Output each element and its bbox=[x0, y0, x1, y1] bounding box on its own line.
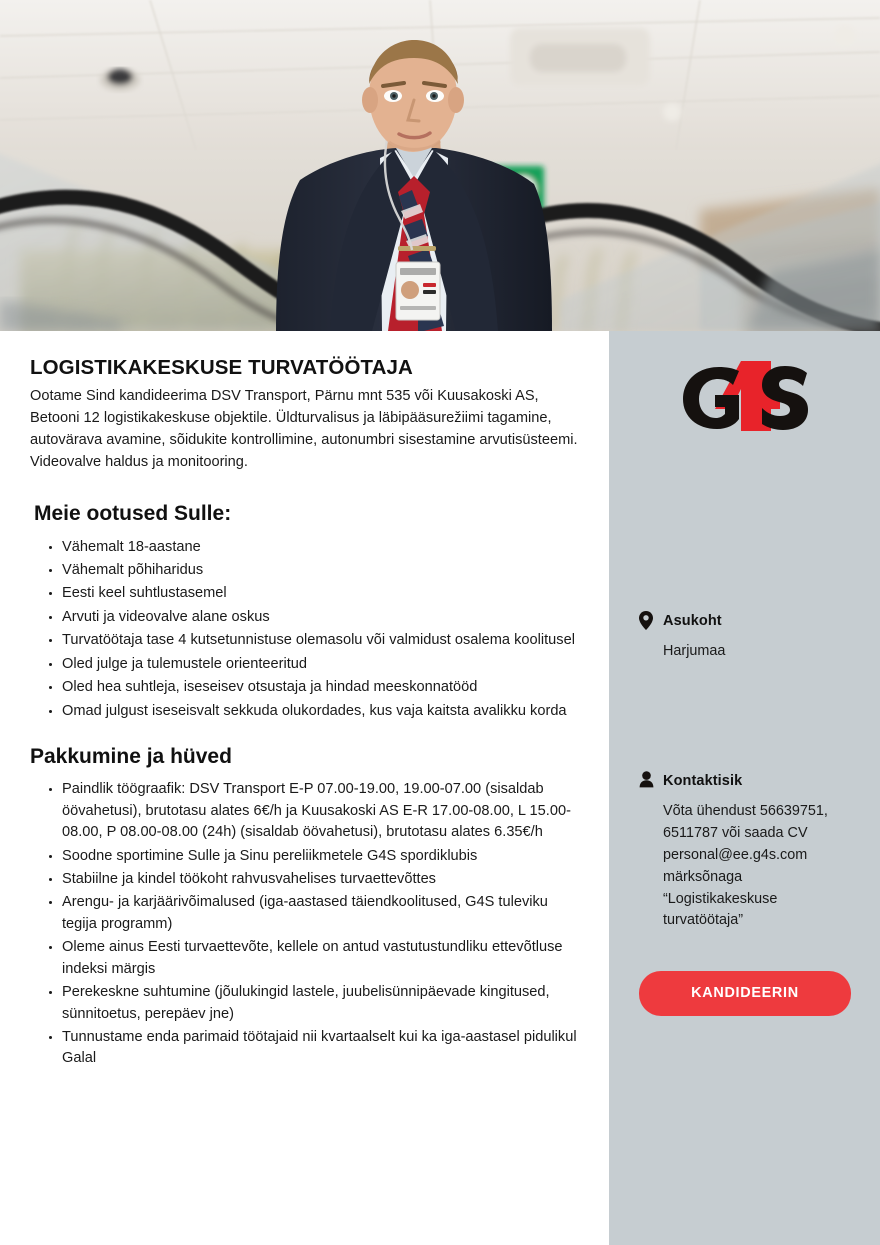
list-item: Vähemalt põhiharidus bbox=[62, 560, 579, 581]
location-header bbox=[639, 611, 854, 630]
location-value: Harjumaa bbox=[663, 643, 726, 659]
location-title: Asukoht bbox=[663, 612, 722, 629]
offer-heading: Pakkumine ja hüved bbox=[30, 745, 232, 768]
contact-header bbox=[639, 771, 854, 790]
contact-value: Võta ühendust 56639751, 6511787 või saada CV personal@ee.g4s.com märksõnaga “Logistikakeskuse turvatöötaja” bbox=[663, 803, 828, 929]
list-item: Stabiilne ja kindel töökoht rahvusvahelises turvaettevõttes bbox=[62, 869, 579, 890]
list-item: Arengu- ja karjäärivõimalused (iga-aastased täiendkoolitused, G4S tuleviku tegija programm) bbox=[62, 892, 579, 935]
apply-button[interactable]: KANDIDEERIN bbox=[639, 971, 851, 1016]
list-item: Oled hea suhtleja, iseseisev otsustaja ja hindad meeskonnatööd bbox=[62, 677, 579, 698]
expectations-heading: Meie ootused Sulle: bbox=[34, 502, 232, 526]
hero-illustration bbox=[0, 0, 880, 331]
sidebar bbox=[609, 331, 880, 1245]
list-item: Arvuti ja videovalve alane oskus bbox=[62, 607, 579, 628]
person-icon bbox=[639, 771, 654, 790]
contact-block bbox=[639, 771, 854, 932]
page-title: LOGISTIKAKESKUSE TURVATÖÖTAJA bbox=[30, 356, 413, 379]
list-item: Turvatöötaja tase 4 kutsetunnistuse olemasolu või valmidust osalema koolitusel bbox=[62, 630, 579, 651]
offer-list bbox=[30, 779, 579, 1070]
job-content bbox=[0, 331, 609, 1072]
g4s-logo-mark bbox=[679, 359, 811, 433]
list-item: Oleme ainus Eesti turvaettevõte, kellele on antud vastutustundliku ettevõtluse indeksi märgis bbox=[62, 937, 579, 980]
list-item: Oled julge ja tulemustele orienteeritud bbox=[62, 654, 579, 675]
hero-image bbox=[0, 0, 880, 331]
location-block bbox=[639, 611, 854, 663]
list-item: Perekeskne suhtumine (jõulukingid lastele, juubelisünnipäevade kingitused, sünnitoetus, perepäev jne) bbox=[62, 982, 579, 1025]
list-item: Eesti keel suhtlustasemel bbox=[62, 583, 579, 604]
job-intro-text: Ootame Sind kandideerima DSV Transport, Pärnu mnt 535 või Kuusakoski AS, Betooni 12 logistikakeskuse objektile. Üldturvalisus ja läbipääsurežiimi tagamine, autovärava avamine, sõidukite kontrollimine, autonumbri sisestamine arvutisüsteemi. Videovalve haldus ja monitooring. bbox=[30, 387, 578, 471]
list-item: Tunnustame enda parimaid töötajaid nii kvartaalselt kui ka iga-aastasel pidulikul Galal bbox=[62, 1027, 579, 1070]
contact-title: Kontaktisik bbox=[663, 772, 743, 789]
list-item: Vähemalt 18-aastane bbox=[62, 537, 579, 558]
list-item: Omad julgust iseseisvalt sekkuda olukordades, kus vaja kaitsta avalikku korda bbox=[62, 701, 579, 722]
map-pin-icon bbox=[639, 611, 654, 630]
g4s-logo bbox=[609, 359, 880, 433]
expectations-list bbox=[30, 537, 579, 723]
list-item: Soodne sportimine Sulle ja Sinu pereliikmetele G4S spordiklubis bbox=[62, 846, 579, 867]
apply-button-wrap bbox=[639, 971, 851, 1016]
list-item: Paindlik töögraafik: DSV Transport E-P 07.00-19.00, 19.00-07.00 (sisaldab öövahetusi), brutotasu alates 6€/h ja Kuusakoski AS E-R 17.00-08.00, L 15.00-08.00, P 08.00-08.00 (24h) (sisaldab öövahetusi), brutotasu alates 6.35€/h bbox=[62, 779, 579, 843]
